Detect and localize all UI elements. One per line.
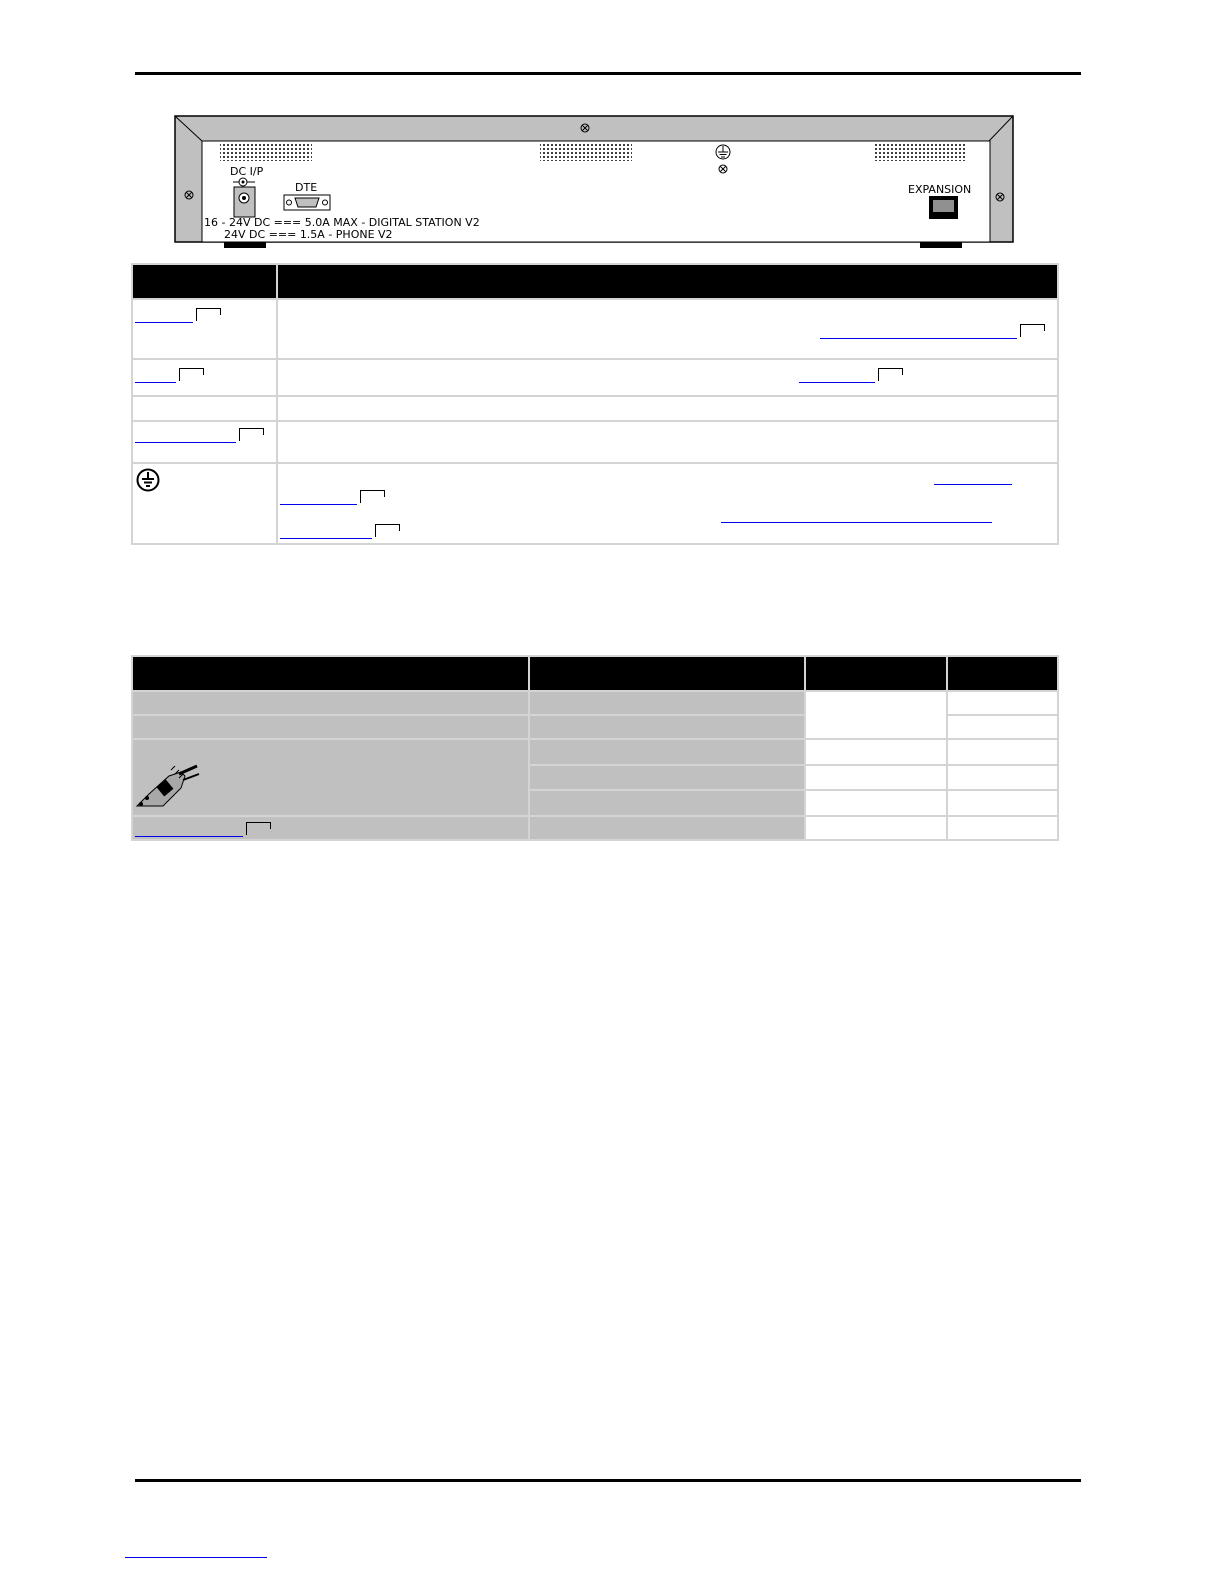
value-cell	[947, 790, 1058, 816]
code-cell	[805, 765, 947, 791]
page-reference-icon	[179, 366, 203, 380]
table-row	[132, 299, 1058, 359]
description-cell	[529, 715, 805, 739]
dte-label: DTE	[295, 181, 318, 194]
port-cell	[132, 396, 277, 421]
port-cell	[132, 421, 277, 463]
description-cell	[277, 421, 1058, 463]
code-cell	[805, 739, 947, 765]
table-header-column-4	[947, 656, 1058, 691]
port-cell	[132, 359, 277, 396]
table-row	[132, 396, 1058, 421]
page-reference-icon	[1020, 322, 1044, 336]
description-link[interactable]	[934, 468, 1012, 485]
table-header-port	[132, 264, 277, 299]
page-reference-icon	[878, 366, 902, 380]
power-supply-table	[131, 655, 1059, 841]
port-link[interactable]	[135, 426, 236, 443]
port-cell	[132, 463, 277, 544]
table-row	[132, 816, 1058, 840]
page-reference-icon	[375, 522, 399, 536]
page-reference-icon	[360, 488, 384, 502]
table-header-item	[132, 656, 529, 691]
page-reference-icon	[196, 306, 220, 320]
value-cell	[947, 715, 1058, 739]
value-cell	[947, 739, 1058, 765]
page-reference-icon	[239, 426, 263, 440]
item-link[interactable]	[135, 820, 243, 837]
item-cell	[132, 739, 529, 816]
port-cell	[132, 299, 277, 359]
code-cell	[805, 790, 947, 816]
expansion-module-rear-panel	[174, 115, 1014, 251]
table-header-sap-code	[805, 656, 947, 691]
dc-input-label: DC I/P	[230, 165, 264, 178]
vent-grille	[220, 144, 312, 161]
rear-ports-table	[131, 263, 1059, 545]
table-row	[132, 421, 1058, 463]
value-cell	[947, 765, 1058, 791]
table-row	[132, 359, 1058, 396]
description-cell	[529, 816, 805, 840]
ground-icon	[716, 145, 730, 159]
vent-grille	[540, 144, 632, 161]
power-cord-icon	[135, 762, 201, 810]
port-link[interactable]	[135, 306, 193, 323]
code-cell	[805, 691, 947, 739]
item-cell	[132, 715, 529, 739]
value-cell	[947, 691, 1058, 715]
ground-icon	[136, 468, 160, 492]
port-link[interactable]	[135, 366, 176, 383]
description-cell	[277, 396, 1058, 421]
description-link[interactable]	[799, 366, 875, 383]
description-cell	[529, 765, 805, 791]
page-reference-icon	[246, 820, 270, 834]
code-cell	[805, 816, 947, 840]
header-rule	[135, 72, 1081, 75]
description-cell	[529, 691, 805, 715]
table-row	[132, 463, 1058, 544]
description-link[interactable]	[820, 322, 1017, 339]
description-link[interactable]	[721, 506, 992, 523]
expansion-port	[929, 196, 958, 219]
table-row	[132, 691, 1058, 715]
item-cell	[132, 691, 529, 715]
rubber-foot	[920, 242, 962, 248]
table-header-description	[529, 656, 805, 691]
description-link[interactable]	[280, 488, 357, 505]
vent-grille	[874, 144, 966, 161]
description-link[interactable]	[280, 522, 372, 539]
expansion-label: EXPANSION	[908, 183, 972, 196]
footer-link[interactable]	[125, 1557, 267, 1558]
description-cell	[277, 359, 1058, 396]
description-cell	[277, 463, 1058, 544]
power-rating-line-1: 16 - 24V DC === 5.0A MAX - DIGITAL STATION V2	[204, 216, 480, 229]
power-rating-line-2: 24V DC === 1.5A - PHONE V2	[224, 228, 393, 241]
item-cell	[132, 816, 529, 840]
description-cell	[277, 299, 1058, 359]
table-header-description	[277, 264, 1058, 299]
footer-rule	[135, 1479, 1081, 1482]
rubber-foot	[224, 242, 266, 248]
description-cell	[529, 790, 805, 816]
description-cell	[529, 739, 805, 765]
table-row	[132, 739, 1058, 765]
value-cell	[947, 816, 1058, 840]
